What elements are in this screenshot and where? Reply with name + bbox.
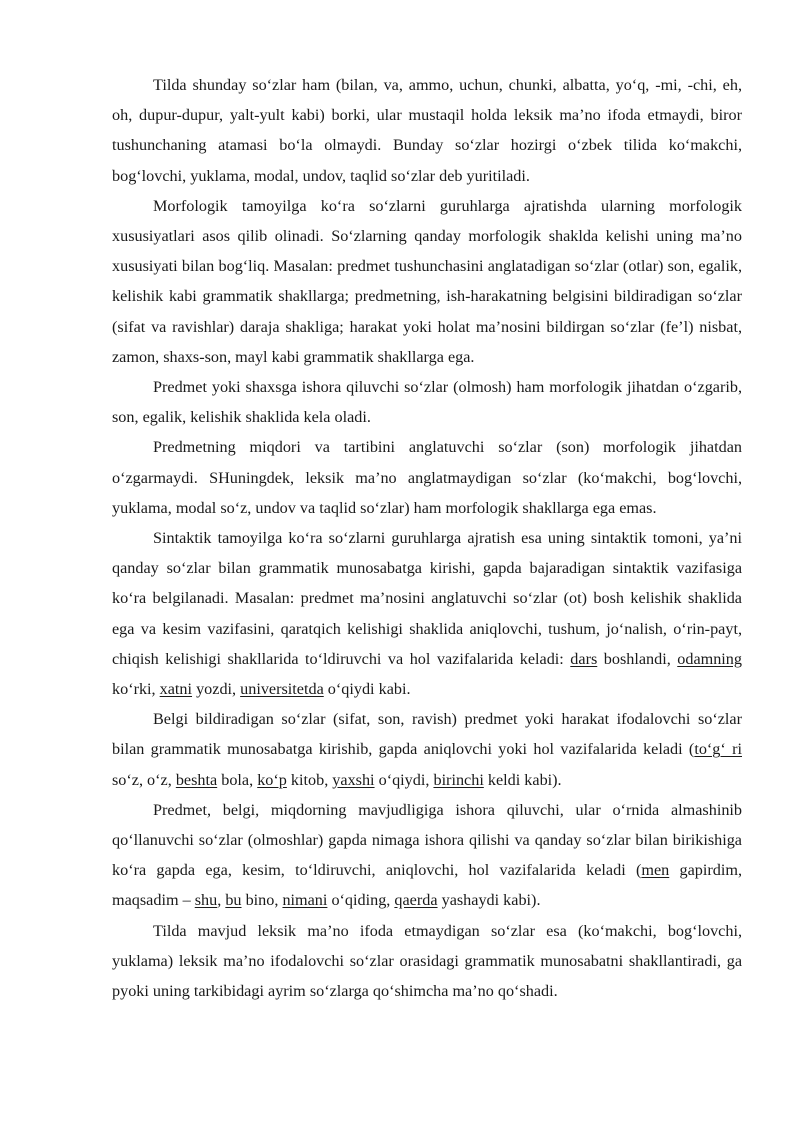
- underlined-example-word: to‘g‘ ri: [694, 740, 742, 759]
- underlined-example-word: shu: [194, 891, 218, 910]
- paragraph: [112, 432, 742, 523]
- paragraph: [112, 795, 742, 916]
- paragraph: [112, 704, 742, 795]
- underlined-example-word: men: [641, 861, 670, 880]
- underlined-example-word: yaxshi: [332, 770, 375, 789]
- paragraph-text: so‘z, o‘z,: [112, 770, 176, 789]
- paragraph-text: Tilda mavjud leksik ma’no ifoda etmaydigan so‘zlar esa (ko‘makchi, bog‘lovchi, yuklama) leksik ma’no ifodalovchi so‘zlar orasidagi grammatik munosabatni shakllantiradi, ga pyoki uning tarkibidagi ayrim so‘zlarga qo‘shimcha ma’no qo‘shadi.: [112, 921, 742, 1001]
- underlined-example-word: qaerda: [394, 891, 438, 910]
- underlined-example-word: dars: [570, 649, 598, 668]
- underlined-example-word: bu: [225, 891, 242, 910]
- paragraph-text: Tilda shunday so‘zlar ham (bilan, va, ammo, uchun, chunki, albatta, yo‘q, -mi, -chi, eh, oh, dupur-dupur, yalt-yult kabi) borki, ular mustaqil holda leksik ma’no ifoda etmaydi, biror tushunchaning atamasi bo‘la olmaydi. Bunday so‘zlar hozirgi o‘zbek tilida ko‘makchi, bog‘lovchi, yuklama, modal, undov, taqlid so‘zlar deb yuritiladi.: [112, 76, 742, 185]
- paragraph-text: gapirdim, maqsadim –: [112, 861, 742, 910]
- paragraph-text: bino,: [241, 891, 283, 910]
- underlined-example-word: xatni: [159, 680, 193, 699]
- paragraph-text: Sintaktik tamoyilga ko‘ra so‘zlarni guruhlarga ajratish esa uning sintaktik tomoni, ya’ni qanday so‘zlar bilan grammatik munosabatga kirishi, gapda bajaradigan sintaktik vazifasiga ko‘ra belgilanadi. Masalan: predmet ma’nosini anglatuvchi so‘zlar (ot) bosh kelishik shaklida ega va kesim vazifasini, qaratqich kelishigi shaklida aniqlovchi, tushum, jo‘nalish, o‘rin-payt, chiqish kelishigi shakllarida to‘ldiruvchi va hol vazifalarida keladi:: [112, 529, 742, 668]
- paragraph: [112, 70, 742, 191]
- paragraph: [112, 523, 742, 704]
- paragraph-text: yashaydi kabi).: [437, 891, 541, 910]
- paragraph: [112, 191, 742, 372]
- paragraph-text: ko‘rki,: [112, 680, 160, 699]
- document-page: [112, 70, 742, 1006]
- paragraph-text: keldi kabi).: [483, 770, 562, 789]
- paragraph-text: boshlandi,: [597, 649, 678, 668]
- paragraph-text: bola,: [217, 770, 258, 789]
- paragraph-text: Morfologik tamoyilga ko‘ra so‘zlarni guruhlarga ajratishda ularning morfologik xususiyatlari asos qilib olinadi. So‘zlarning qanday morfologik shaklda kelishi uning ma’no xususiyati bilan bog‘liq. Masalan: predmet tushunchasini anglatadigan so‘zlar (otlar) son, egalik, kelishik kabi grammatik shakllarga; predmetning, ish-harakatning belgisini bildiradigan so‘zlar (sifat va ravishlar) daraja shakliga; harakat yoki holat ma’nosini bildirgan so‘zlar (fe’l) nisbat, zamon, shaxs-son, mayl kabi grammatik shakllarga ega.: [112, 196, 742, 366]
- paragraph-text: yozdi,: [192, 680, 241, 699]
- paragraph-text: Predmet yoki shaxsga ishora qiluvchi so‘zlar (olmosh) ham morfologik jihatdan o‘zgarib, son, egalik, kelishik shaklida kela oladi.: [112, 378, 742, 427]
- paragraph-text: ,: [217, 891, 226, 910]
- underlined-example-word: universitetda: [240, 680, 324, 699]
- paragraph-text: o‘qiydi,: [374, 770, 434, 789]
- paragraph: [112, 372, 742, 432]
- paragraph: [112, 916, 742, 1007]
- underlined-example-word: odamning: [677, 649, 742, 668]
- underlined-example-word: birinchi: [433, 770, 484, 789]
- paragraph-text: Belgi bildiradigan so‘zlar (sifat, son, ravish) predmet yoki harakat ifodalovchi so‘zlar bilan grammatik munosabatga kirishib, gapda aniqlovchi yoki hol vazifalarida keladi (: [112, 710, 742, 759]
- paragraph-text: Predmet, belgi, miqdorning mavjudligiga ishora qiluvchi, ular o‘rnida almashinib qo‘llanuvchi so‘zlar (olmoshlar) gapda nimaga ishora qilishi va qanday so‘zlar bilan birikishiga ko‘ra gapda ega, kesim, to‘ldiruvchi, aniqlovchi, hol vazifalarida keladi (: [112, 800, 742, 880]
- paragraph-text: o‘qiding,: [327, 891, 395, 910]
- underlined-example-word: nimani: [282, 891, 328, 910]
- underlined-example-word: ko‘p: [257, 770, 287, 789]
- paragraph-text: o‘qiydi kabi.: [323, 680, 411, 699]
- paragraph-text: Predmetning miqdori va tartibini anglatuvchi so‘zlar (son) morfologik jihatdan o‘zgarmaydi. SHuningdek, leksik ma’no anglatmaydigan so‘zlar (ko‘makchi, bog‘lovchi, yuklama, modal so‘z, undov va taqlid so‘zlar) ham morfologik shakllarga ega emas.: [112, 438, 742, 517]
- paragraph-text: kitob,: [286, 770, 333, 789]
- underlined-example-word: beshta: [175, 770, 218, 789]
